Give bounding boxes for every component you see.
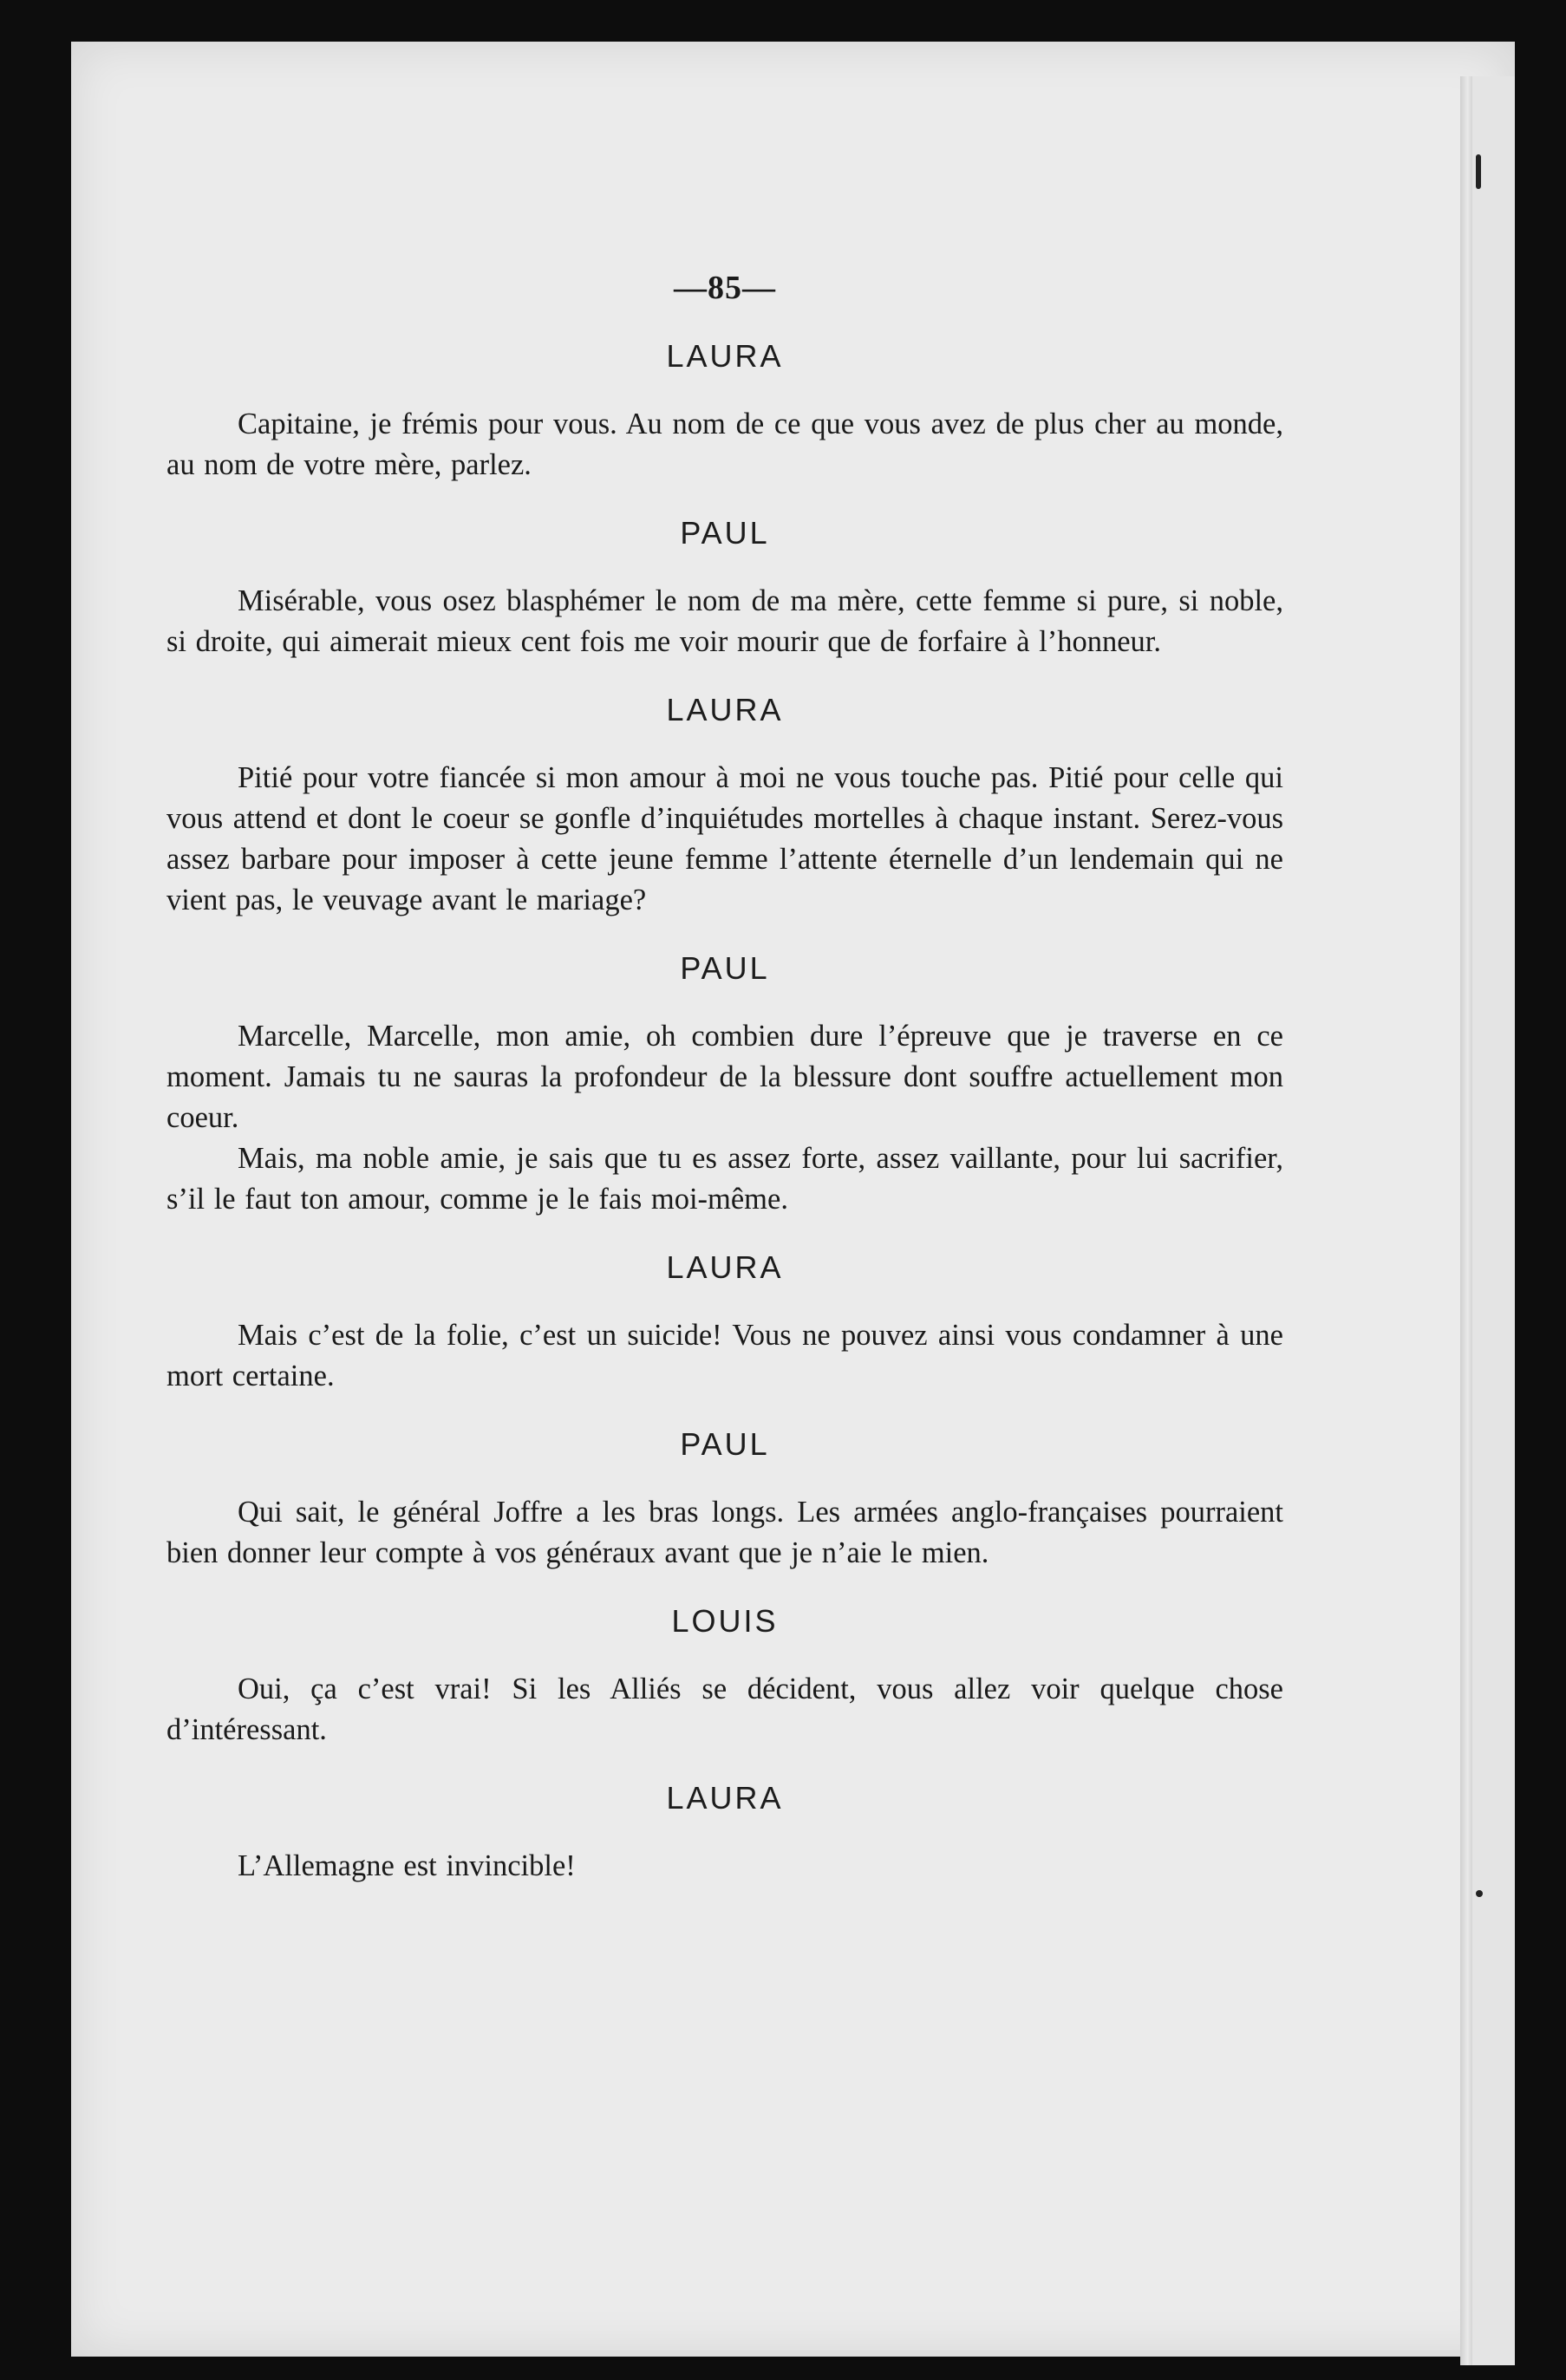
- page-margin-right: [1472, 76, 1515, 2365]
- speaker-name: LAURA: [666, 692, 784, 727]
- dialogue-line: L’Allemagne est invincible!: [238, 1849, 576, 1882]
- dialogue-entry: [166, 692, 1283, 921]
- page-text: [166, 269, 1283, 1916]
- dialogue-line: Mais c’est de la folie, c’est un suicide! Vous ne pouvez ainsi vous condamner à une mort certaine.: [166, 1319, 1283, 1392]
- dialogue-line: Capitaine, je frémis pour vous. Au nom de ce que vous avez de plus cher au monde, au nom de votre mère, parlez.: [166, 408, 1283, 481]
- dialogue-line: Mais, ma noble amie, je sais que tu es assez forte, assez vaillante, pour lui sacrifier, s’il le faut ton amour, comme je le fais moi-même.: [166, 1142, 1283, 1216]
- dialogue-line: Oui, ça c’est vrai! Si les Alliés se décident, vous allez voir quelque chose d’intéressant.: [166, 1673, 1283, 1746]
- speaker-name: LAURA: [666, 1249, 784, 1285]
- dialogue-entry: [166, 1780, 1283, 1887]
- page-number: —85—: [674, 270, 776, 306]
- speaker-name: LAURA: [666, 1780, 784, 1816]
- speaker-name: LAURA: [666, 338, 784, 374]
- dialogue-line: Misérable, vous osez blasphémer le nom de ma mère, cette femme si pure, si noble, si droite, qui aimerait mieux cent fois me voir mourir que de forfaire à l’honneur.: [166, 584, 1283, 658]
- speaker-name: PAUL: [680, 950, 770, 986]
- speaker-name: PAUL: [680, 1426, 770, 1462]
- dialogue-entry: [166, 1426, 1283, 1574]
- ink-speck: [1476, 154, 1481, 189]
- dialogue-entry: [166, 950, 1283, 1220]
- speaker-name: LOUIS: [671, 1603, 779, 1639]
- dialogue-line: Marcelle, Marcelle, mon amie, oh combien dure l’épreuve que je traverse en ce moment. Jamais tu ne sauras la profondeur de la blessure dont souffre actuellement mon coeur.: [166, 1020, 1283, 1134]
- book-page: [71, 42, 1515, 2357]
- dialogue-line: Qui sait, le général Joffre a les bras longs. Les armées anglo-françaises pourraient bien donner leur compte à vos généraux avant que je n’aie le mien.: [166, 1496, 1283, 1569]
- speaker-name: PAUL: [680, 515, 770, 551]
- dialogue-entry: [166, 1603, 1283, 1751]
- dialogue-entry: [166, 338, 1283, 486]
- dialogue-entry: [166, 515, 1283, 662]
- dialogue-line: Pitié pour votre fiancée si mon amour à moi ne vous touche pas. Pitié pour celle qui vous attend et dont le coeur se gonfle d’inquiétudes mortelles à chaque instant. Serez-vous assez barbare pour imposer à cette jeune femme l’attente éternelle d’un lendemain qui ne vient pas, le veuvage avant le mariage?: [166, 761, 1283, 916]
- ink-speck: [1476, 1890, 1483, 1897]
- dialogue-entry: [166, 1249, 1283, 1397]
- page-fold-edge: [1460, 76, 1472, 2365]
